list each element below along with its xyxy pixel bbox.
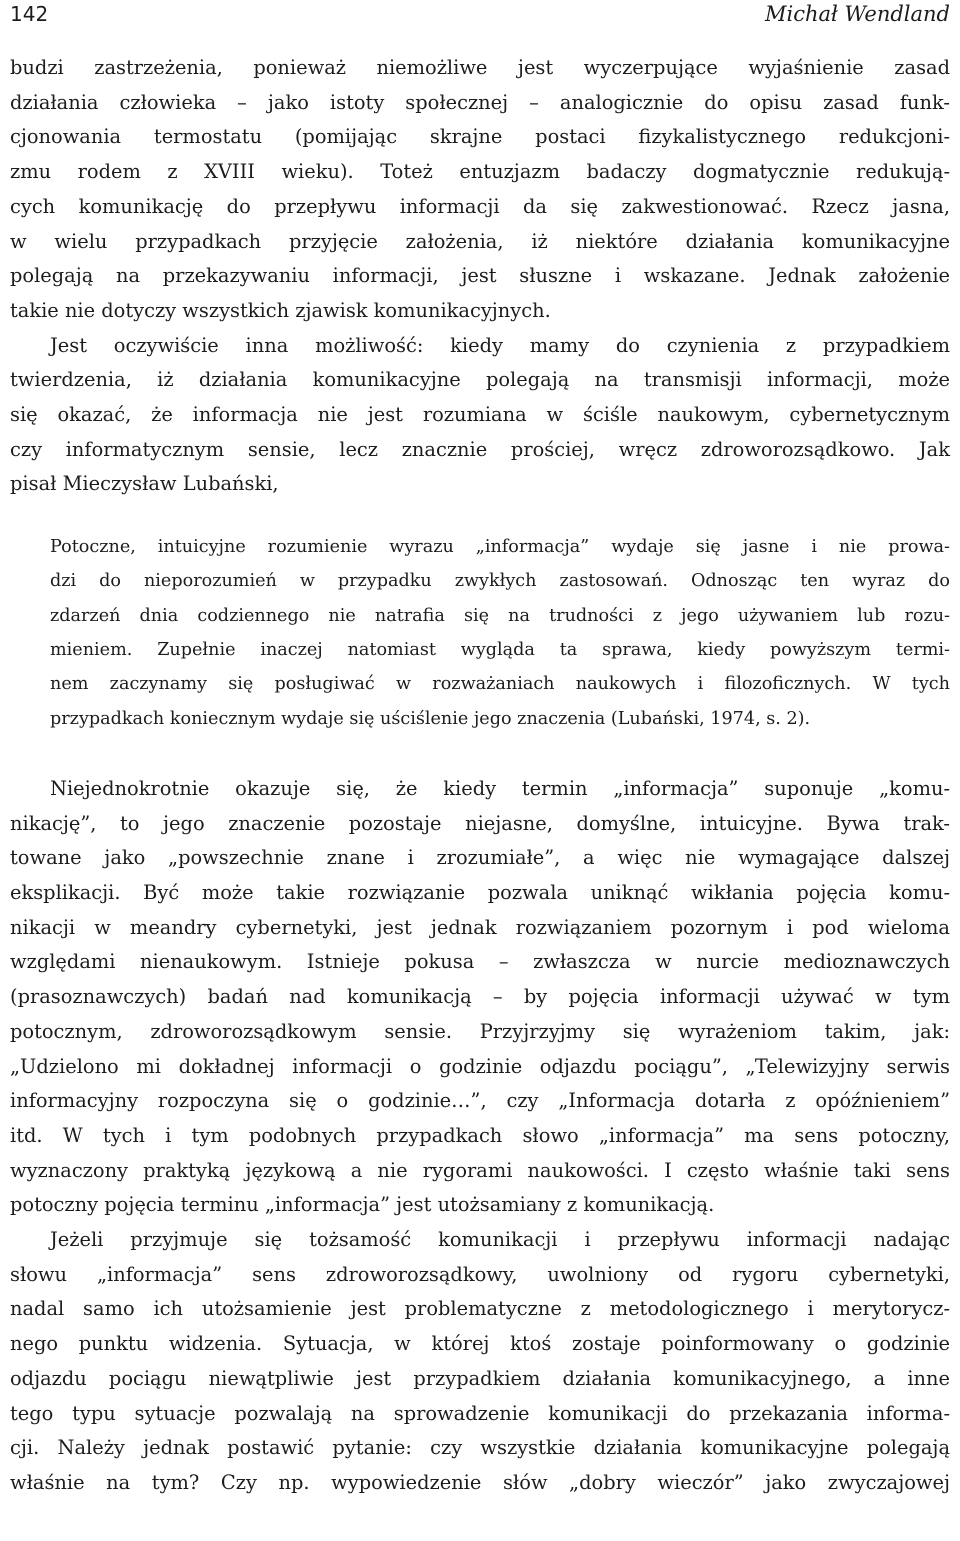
page-number: 142 xyxy=(10,2,49,26)
text-line: itd. W tych i tym podobnych przypadkach słowo „informacja” ma sens potoczny, xyxy=(10,1123,950,1147)
text-line: Jest oczywiście inna możliwość: kiedy mamy do czynienia z przypadkiem xyxy=(50,333,950,357)
paragraph-3 xyxy=(10,772,950,1223)
text-line: Niejednokrotnie okazuje się, że kiedy termin „informacja” suponuje „komu- xyxy=(50,776,950,800)
paragraph-2 xyxy=(10,329,950,503)
text-line: „Udzielono mi dokładnej informacji o godzinie odjazdu pociągu”, „Telewizyjny serwis xyxy=(10,1054,950,1078)
text-line: (prasoznawczych) badań nad komunikacją – by pojęcia informacji używać w tym xyxy=(10,985,950,1009)
text-line: cji. Należy jednak postawić pytanie: czy wszystkie działania komunikacyjne polegają xyxy=(10,1436,950,1460)
text-line: zmu rodem z XVIII wieku). Toteż entuzjazm badaczy dogmatycznie redukują- xyxy=(10,160,950,184)
text-line: w wielu przypadkach przyjęcie założenia, iż niektóre działania komunikacyjne xyxy=(10,229,950,253)
text-line: słowu „informacja” sens zdroworozsądkowy, uwolniony od rygoru cybernetyki, xyxy=(10,1262,950,1286)
text-line: nikacji w meandry cybernetyki, jest jednak rozwiązaniem pozornym i pod wieloma xyxy=(10,915,950,939)
quote-line: dzi do nieporozumień w przypadku zwykłych zastosowań. Odnosząc ten wyraz do xyxy=(50,571,950,592)
text-line: takie nie dotyczy wszystkich zjawisk komunikacyjnych. xyxy=(10,298,551,322)
text-line: budzi zastrzeżenia, ponieważ niemożliwe jest wyczerpujące wyjaśnienie zasad xyxy=(10,56,950,79)
block-quote xyxy=(10,530,950,736)
text-line: polegają na przekazywaniu informacji, jest słuszne i wskazane. Jednak założenie xyxy=(10,264,950,288)
paragraph-4 xyxy=(10,1223,950,1501)
text-line: działania człowieka – jako istoty społecznej – analogicznie do opisu zasad funk- xyxy=(10,90,950,114)
text-line: Jeżeli przyjmuje się tożsamość komunikacji i przepływu informacji nadając xyxy=(50,1228,950,1252)
text-line: twierdzenia, iż działania komunikacyjne polegają na transmisji informacji, może xyxy=(10,368,950,392)
quote-line: mieniem. Zupełnie inaczej natomiast wygląda ta sprawa, kiedy powyższym termi- xyxy=(50,640,950,661)
quote-line: zdarzeń dnia codziennego nie natrafia się na trudności z jego używaniem lub rozu- xyxy=(50,605,950,626)
quote-line: nem zaczynamy się posługiwać w rozważaniach naukowych i filozoficznych. W tych xyxy=(50,674,950,695)
text-line: nikację”, to jego znaczenie pozostaje niejasne, domyślne, intuicyjne. Bywa trak- xyxy=(10,811,950,835)
text-line: eksplikacji. Być może takie rozwiązanie pozwala uniknąć wikłania pojęcia komu- xyxy=(10,881,950,905)
text-line: wyznaczony praktyką językową a nie rygorami naukowości. I często właśnie taki sens xyxy=(10,1158,950,1182)
text-line: względami nienaukowym. Istnieje pokusa – zwłaszcza w nurcie medioznawczych xyxy=(10,950,950,974)
text-line: czy informatycznym sensie, lecz znacznie prościej, wręcz zdroworozsądkowo. Jak xyxy=(10,437,950,461)
text-line: pisał Mieczysław Lubański, xyxy=(10,472,279,496)
quote-line: przypadkach koniecznym wydaje się uściślenie jego znaczenia (Lubański, 1974, s. 2). xyxy=(50,708,811,729)
text-line: potoczny pojęcia terminu „informacja” jest utożsamiany z komunikacją. xyxy=(10,1193,715,1217)
body-text xyxy=(10,51,950,1501)
text-line: towane jako „powszechnie znane i zrozumiałe”, a więc nie wymagające dalszej xyxy=(10,846,950,870)
text-line: właśnie na tym? Czy np. wypowiedzenie słów „dobry wieczór” jako zwyczajowej xyxy=(10,1470,950,1494)
quote-line: Potoczne, intuicyjne rozumienie wyrazu „informacja” wydaje się jasne i nie prowa- xyxy=(50,537,950,558)
text-line: cych komunikację do przepływu informacji da się zakwestionować. Rzecz jasna, xyxy=(10,194,950,218)
page-header xyxy=(10,0,950,30)
text-line: nadal samo ich utożsamienie jest problematyczne z metodologicznego i merytorycz- xyxy=(10,1297,950,1321)
text-line: nego punktu widzenia. Sytuacja, w której ktoś zostaje poinformowany o godzinie xyxy=(10,1332,950,1356)
text-line: potocznym, zdroworozsądkowym sensie. Przyjrzyjmy się wyrażeniom takim, jak: xyxy=(10,1019,950,1043)
spacer xyxy=(10,502,950,530)
paragraph-1 xyxy=(10,51,950,329)
text-line: cjonowania termostatu (pomijając skrajne postaci fizykalistycznego redukcjoni- xyxy=(10,125,950,149)
text-line: odjazdu pociągu niewątpliwie jest przypadkiem działania komunikacyjnego, a inne xyxy=(10,1366,950,1390)
text-line: się okazać, że informacja nie jest rozumiana w ściśle naukowym, cybernetycznym xyxy=(10,403,950,427)
running-head-author: Michał Wendland xyxy=(765,2,950,26)
spacer xyxy=(10,736,950,772)
text-line: tego typu sytuacje pozwalają na sprowadzenie komunikacji do przekazania informa- xyxy=(10,1401,950,1425)
text-line: informacyjny rozpoczyna się o godzinie…”, czy „Informacja dotarła z opóźnieniem” xyxy=(10,1089,950,1113)
